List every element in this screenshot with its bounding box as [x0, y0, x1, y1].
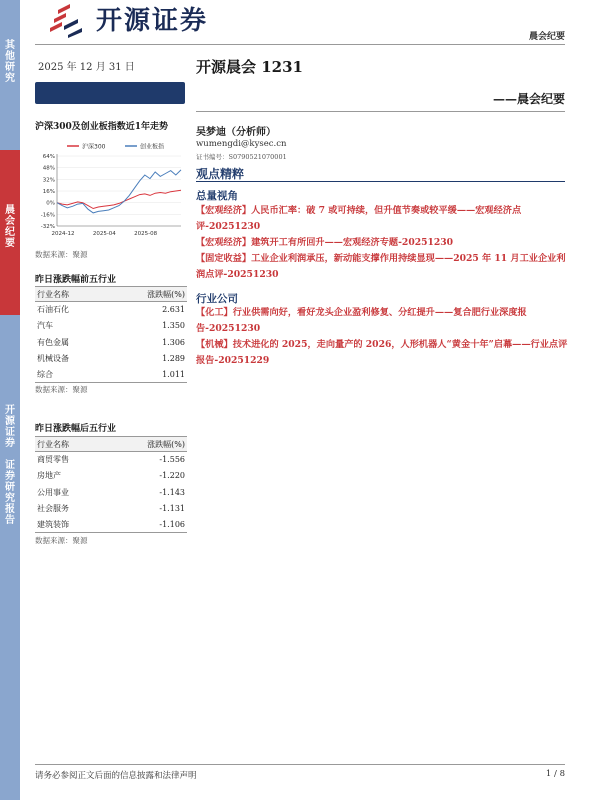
series-line	[57, 170, 181, 213]
header-divider	[35, 44, 565, 45]
industry-heading: 行业公司	[196, 293, 238, 305]
table-row	[35, 335, 187, 351]
bottom5-source: 数据来源：聚源	[35, 536, 88, 545]
table-header	[35, 286, 187, 302]
page-subtitle: ——晨会纪要	[492, 92, 565, 106]
industry-item[interactable]: 【化工】行业供需向好，看好龙头企业盈利修复、分红提升——复合肥行业深度报告-20251230	[196, 307, 527, 334]
industry-name: 社会服务	[37, 503, 69, 513]
logo-text: 开源证券	[96, 6, 209, 36]
side-label-mid: 晨 会 纪 要	[5, 205, 15, 249]
top5-source: 数据来源：聚源	[35, 385, 88, 394]
top5-title: 昨日涨跌幅前五行业	[35, 275, 117, 285]
analyst-email[interactable]: wumengdi@kysec.cn	[196, 139, 287, 149]
y-tick-label: 32%	[42, 177, 55, 184]
industry-name: 石油石化	[37, 305, 69, 314]
page-number: 1 / 8	[545, 769, 565, 779]
navy-banner	[35, 82, 185, 104]
macro-item[interactable]: 【宏观经济】人民币汇率：破 7 或可持续，但升值节奏或较平缓——宏观经济点评-20251230	[196, 205, 522, 232]
macro-heading: 总量视角	[196, 190, 238, 202]
change-value: 2.631	[162, 305, 185, 314]
industry-item[interactable]: 【机械】技术进化的 2025，走向量产的 2026，人形机器人“黄金十年”启幕——行业点评报告-20251229	[196, 339, 568, 366]
report-date: 2025 年 12 月 31 日	[38, 62, 135, 73]
change-value: 1.289	[162, 353, 185, 363]
analyst-cert: 证书编号：S0790521070001	[196, 153, 287, 161]
logo-icon	[48, 2, 88, 38]
highlights-heading: 观点精粹	[196, 167, 245, 181]
table-row	[35, 517, 187, 533]
industry-name: 综合	[37, 370, 53, 380]
y-tick-label: 16%	[42, 189, 55, 195]
industry-name: 有色金属	[37, 337, 69, 347]
col-industry-header: 行业名称	[37, 290, 69, 299]
table-row	[35, 452, 187, 468]
change-value: 1.011	[162, 370, 185, 380]
chart-title: 沪深300及创业板指数近1年走势	[35, 122, 169, 132]
analyst-name: 吴梦迪（分析师）	[196, 127, 276, 138]
table-row	[35, 302, 187, 318]
header-tag: 晨会纪要	[528, 32, 565, 42]
change-value: -1.131	[159, 503, 185, 513]
side-label-bottom: 开 源 证 券 证 券 研 究 报 告	[5, 405, 15, 526]
change-value: -1.220	[159, 471, 185, 481]
table-row	[35, 318, 187, 334]
table-row	[35, 367, 187, 383]
legend-label: 沪深300	[82, 143, 106, 151]
x-tick-label: 2025-04	[92, 231, 116, 237]
table-row	[35, 501, 187, 517]
footer-divider	[35, 764, 565, 765]
change-value: -1.556	[159, 455, 185, 464]
y-tick-label: 48%	[42, 165, 55, 172]
y-tick-label: 64%	[42, 154, 55, 160]
top5-table	[35, 286, 187, 383]
industry-name: 公用事业	[37, 487, 69, 497]
y-tick-label: -32%	[40, 224, 55, 230]
industry-name: 机械设备	[37, 353, 69, 363]
side-label-top: 其 他 研 究	[5, 40, 15, 84]
chart-source: 数据来源：聚源	[35, 250, 88, 259]
industry-name: 房地产	[37, 471, 61, 481]
bottom5-title: 昨日涨跌幅后五行业	[35, 424, 117, 434]
change-value: -1.106	[159, 520, 185, 530]
change-value: 1.306	[162, 337, 185, 347]
y-tick-label: 0%	[46, 200, 55, 207]
col-change-header: 涨跌幅(%)	[147, 290, 185, 299]
title-divider	[196, 111, 565, 112]
industry-name: 商贸零售	[37, 455, 69, 464]
industry-name: 汽车	[37, 321, 53, 331]
change-value: -1.143	[159, 487, 185, 497]
table-header	[35, 436, 187, 452]
highlights-divider	[196, 181, 565, 182]
bottom5-table	[35, 436, 187, 533]
table-row	[35, 485, 187, 501]
legend-label: 创业板指	[140, 143, 165, 151]
macro-item[interactable]: 【宏观经济】建筑开工有所回升——宏观经济专题-20251230	[196, 237, 454, 248]
side-strip-bottom	[0, 315, 20, 800]
macro-item[interactable]: 【固定收益】工业企业利润承压，新动能支撑作用持续显现——2025 年 11 月工业企业利润点评-20251230	[196, 253, 566, 280]
change-value: 1.350	[162, 321, 185, 331]
x-tick-label: 2025-08	[134, 231, 158, 237]
x-tick-label: 2024-12	[51, 231, 75, 237]
table-row	[35, 351, 187, 367]
col-industry-header: 行业名称	[37, 440, 69, 449]
footer-disclaimer: 请务必参阅正文后面的信息披露和法律声明	[35, 771, 197, 781]
industry-name: 建筑装饰	[37, 520, 69, 530]
table-row	[35, 468, 187, 484]
index-trend-chart	[35, 134, 185, 244]
col-change-header: 涨跌幅(%)	[147, 440, 185, 449]
page-title: 开源晨会 1231	[196, 58, 303, 76]
y-tick-label: -16%	[40, 212, 55, 219]
